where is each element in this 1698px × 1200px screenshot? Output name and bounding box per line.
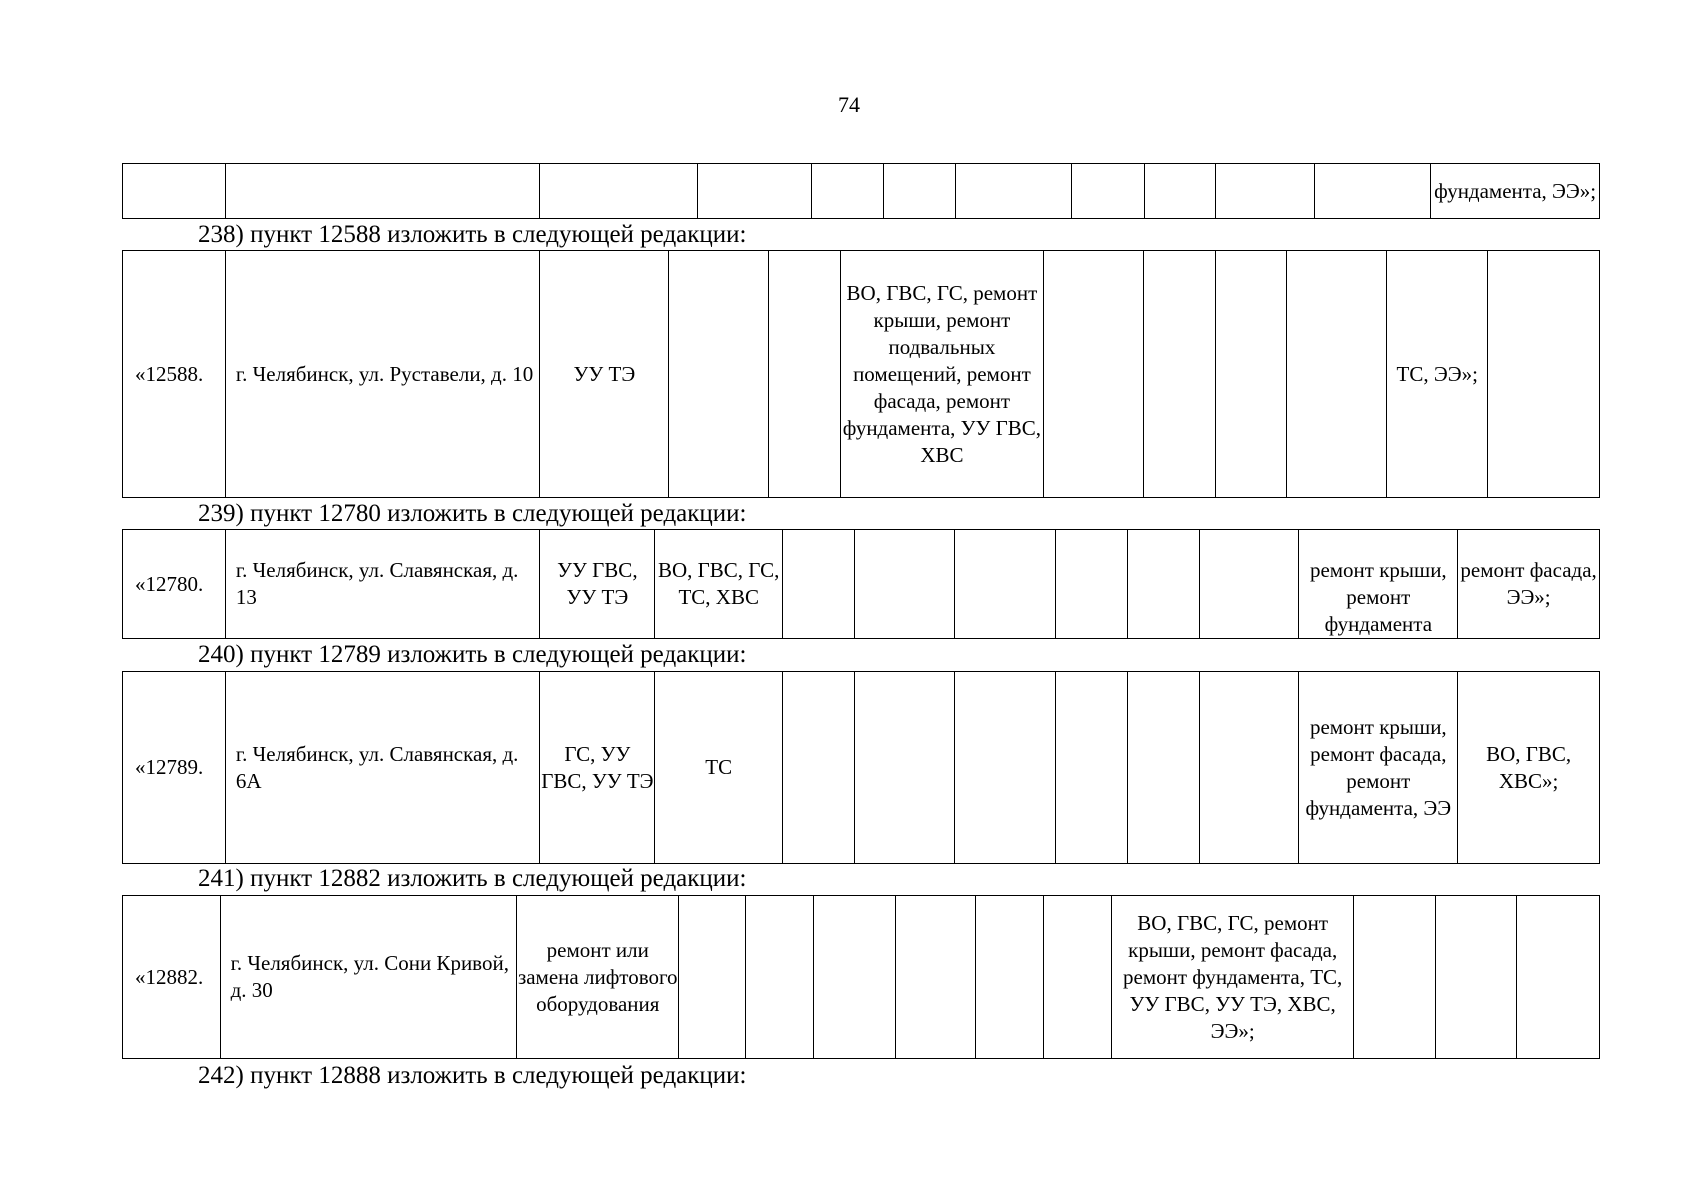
- table-cell: [769, 251, 841, 497]
- table-cell: УУ ТЭ: [540, 251, 669, 497]
- heading-239: 239) пункт 12780 изложить в следующей редакции:: [198, 500, 747, 527]
- table-cell: ремонт крыши, ремонт фундамента: [1299, 530, 1458, 638]
- table-cell: фундамента, ЭЭ»;: [1434, 178, 1597, 203]
- table-cell: [1315, 164, 1431, 218]
- row-address: г. Челябинск, ул. Славянская, д. 6А: [226, 672, 541, 863]
- table-row-12588: [122, 250, 1600, 498]
- row-number: «12588.: [123, 251, 226, 497]
- table-cell: ТС, ЭЭ»;: [1387, 251, 1488, 497]
- page-number: 74: [838, 92, 860, 117]
- table-cell: [1144, 251, 1216, 497]
- table-row-12882: [122, 895, 1600, 1059]
- table-cell: [1216, 164, 1316, 218]
- table-cell: ТС: [655, 672, 783, 863]
- heading-238: 238) пункт 12588 изложить в следующей редакции:: [198, 221, 747, 248]
- table-cell: [1517, 896, 1599, 1058]
- table-cell: [540, 164, 698, 218]
- table-cell: [746, 896, 814, 1058]
- table-cell: [1200, 672, 1300, 863]
- table-cell: [1044, 251, 1144, 497]
- table-cell: [976, 896, 1044, 1058]
- row-number: «12780.: [123, 530, 226, 638]
- table-cell: [955, 672, 1056, 863]
- table-cell: [884, 164, 956, 218]
- table-cell: ВО, ГВС, ГС, ремонт крыши, ремонт фасада, ремонт фундамента, ТС, УУ ГВС, УУ ТЭ, ХВС, ЭЭ»;: [1112, 896, 1355, 1058]
- heading-242: 242) пункт 12888 изложить в следующей редакции:: [198, 1062, 747, 1089]
- table-cell: ремонт или замена лифтового оборудования: [517, 896, 679, 1058]
- table-cell: [812, 164, 884, 218]
- table-cell: [1072, 164, 1145, 218]
- table-cell: ремонт фасада, ЭЭ»;: [1460, 558, 1597, 609]
- table-continuation: [122, 163, 1600, 219]
- row-address: г. Челябинск, ул. Сони Кривой, д. 30: [221, 896, 518, 1058]
- table-cell: ВО, ГВС, ГС, ремонт крыши, ремонт подвальных помещений, ремонт фасада, ремонт фундамента, УУ ГВС, ХВС: [841, 251, 1044, 497]
- table-cell: ВО, ГВС, ГС, ТС, ХВС: [655, 530, 783, 638]
- table-cell: [1056, 672, 1128, 863]
- heading-241: 241) пункт 12882 изложить в следующей редакции:: [198, 865, 747, 892]
- table-cell: [669, 251, 769, 497]
- table-cell: [1200, 530, 1300, 638]
- table-cell: [896, 896, 977, 1058]
- table-cell: [1354, 896, 1436, 1058]
- table-cell: [1128, 530, 1200, 638]
- row-number: «12882.: [123, 896, 221, 1058]
- table-cell: [226, 164, 541, 218]
- table-cell: [783, 672, 855, 863]
- table-cell: [698, 164, 812, 218]
- table-cell: [1056, 530, 1128, 638]
- table-cell: [123, 164, 226, 218]
- table-cell: [855, 530, 955, 638]
- table-cell: [855, 672, 955, 863]
- table-cell: [1044, 896, 1112, 1058]
- table-cell: [1287, 251, 1387, 497]
- table-cell: [1145, 164, 1216, 218]
- table-cell: [783, 530, 855, 638]
- table-cell: [1436, 896, 1517, 1058]
- table-row-12780: [122, 529, 1600, 639]
- table-cell: [1488, 251, 1599, 497]
- table-cell: [955, 530, 1056, 638]
- row-address: г. Челябинск, ул. Славянская, д. 13: [226, 530, 541, 638]
- table-cell: [679, 896, 746, 1058]
- table-cell: [956, 164, 1072, 218]
- table-cell: ремонт крыши, ремонт фасада, ремонт фундамента, ЭЭ: [1299, 672, 1458, 863]
- table-cell: [814, 896, 896, 1058]
- row-number: «12789.: [123, 672, 226, 863]
- table-cell: УУ ГВС, УУ ТЭ: [540, 530, 655, 638]
- table-row-12789: [122, 671, 1600, 864]
- table-cell: [1216, 251, 1288, 497]
- heading-240: 240) пункт 12789 изложить в следующей редакции:: [198, 641, 747, 668]
- table-cell: ВО, ГВС, ХВС»;: [1486, 741, 1572, 793]
- table-cell: [1128, 672, 1200, 863]
- table-cell: ГС, УУ ГВС, УУ ТЭ: [540, 672, 655, 863]
- row-address: г. Челябинск, ул. Руставели, д. 10: [226, 251, 541, 497]
